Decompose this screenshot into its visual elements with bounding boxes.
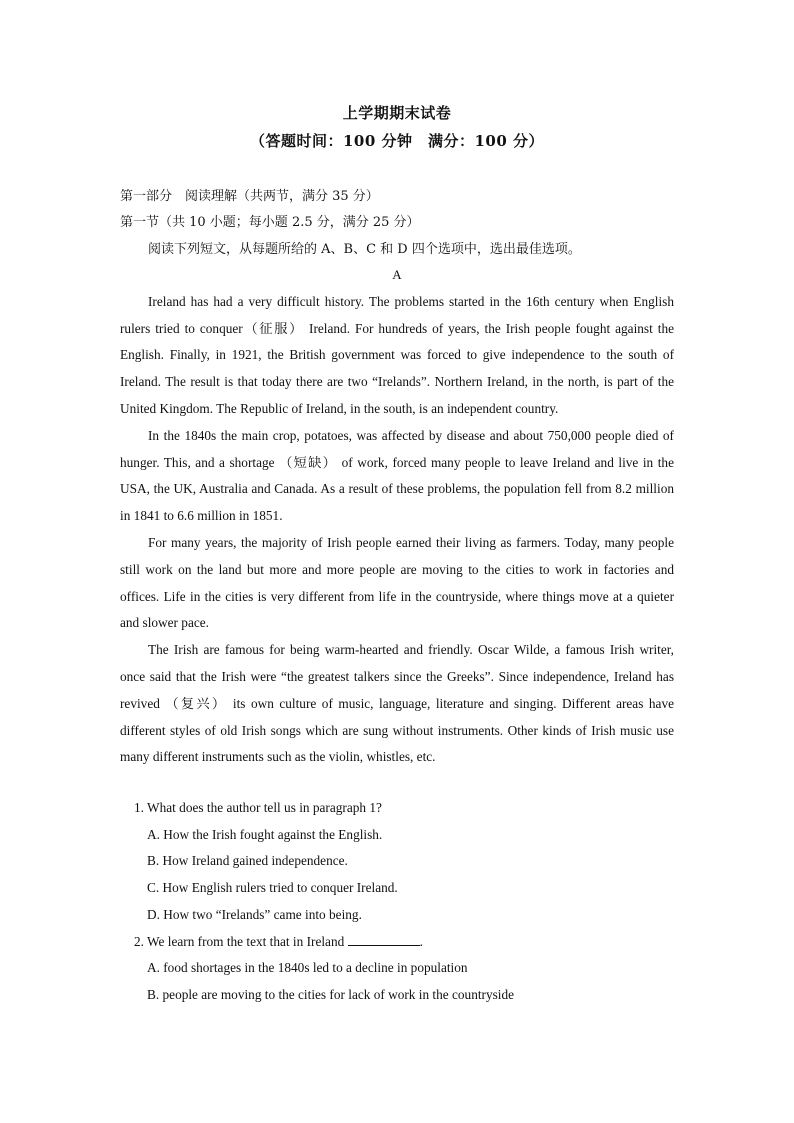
passage bbox=[120, 262, 674, 771]
question-2-option-b[interactable]: B. people are moving to the cities for lack of work in the countryside bbox=[147, 987, 515, 1002]
answer-blank bbox=[348, 933, 420, 946]
question-1-option-d[interactable]: D. How two “Irelands” came into being. bbox=[147, 907, 362, 922]
passage-paragraph: Ireland has had a very difficult history. The problems started in the 16th century when English rulers tried to conquer（征服） Ireland. For hundreds of years, the Irish people fought against the English. Finally, in 1921, the British government was forced to give independence to the south of Ireland. The result is that today there are two “Irelands”. Northern Ireland, in the north, is part of the United Kingdom. The Republic of Ireland, in the south, is an independent country. bbox=[120, 293, 674, 416]
passage-paragraph: In the 1840s the main crop, potatoes, was affected by disease and about 750,000 people died of hunger. This, and a shortage （短缺） of work, forced many people to leave Ireland and live in the USA, the UK, Australia and Canada. As a result of these problems, the population fell from 8.2 million in 1841 to 6.6 million in 1851. bbox=[120, 427, 674, 524]
question-1-option-c[interactable]: C. How English rulers tried to conquer Ireland. bbox=[147, 880, 398, 895]
exam-subtitle: （答题时间：100 分钟 满分：100 分） bbox=[249, 132, 545, 150]
question-2-stem-end: . bbox=[419, 934, 423, 949]
question-2-stem bbox=[134, 933, 423, 950]
question-1-option-b[interactable]: B. How Ireland gained independence. bbox=[147, 853, 348, 868]
section-instructions: 阅读下列短文，从每题所给的 A、B、C 和 D 四个选项中，选出最佳选项。 bbox=[148, 242, 581, 257]
question-2-stem-text: 2. We learn from the text that in Ireland bbox=[134, 934, 345, 949]
passage-paragraph: For many years, the majority of Irish people earned their living as farmers. Today, many people still work on the land but more and more people are moving to the cities to work in factories and offices. Life in the cities is very different from life in the countryside, where things move at a quieter and slower pace. bbox=[120, 534, 674, 631]
section-subsection-heading: 第一节（共 10 小题；每小题 2.5 分，满分 25 分） bbox=[120, 215, 420, 230]
passage-paragraph: The Irish are famous for being warm-hearted and friendly. Oscar Wilde, a famous Irish writer, once said that the Irish were “the greatest talkers since the Greeks”. Since independence, Ireland has revived （复兴） its own culture of music, language, literature and singing. Different areas have different styles of old Irish songs which are sung without instruments. Other kinds of Irish music use many different instruments such as the violin, whistles, etc. bbox=[120, 642, 674, 765]
exam-title: 上学期期末试卷 bbox=[342, 104, 452, 122]
question-2-option-a[interactable]: A. food shortages in the 1840s led to a decline in population bbox=[147, 960, 468, 975]
section-part-heading: 第一部分 阅读理解（共两节，满分 35 分） bbox=[120, 189, 379, 204]
question-1-option-a[interactable]: A. How the Irish fought against the English. bbox=[147, 827, 383, 842]
question-1-stem: 1. What does the author tell us in paragraph 1? bbox=[134, 800, 382, 815]
passage-label: A bbox=[392, 267, 402, 282]
